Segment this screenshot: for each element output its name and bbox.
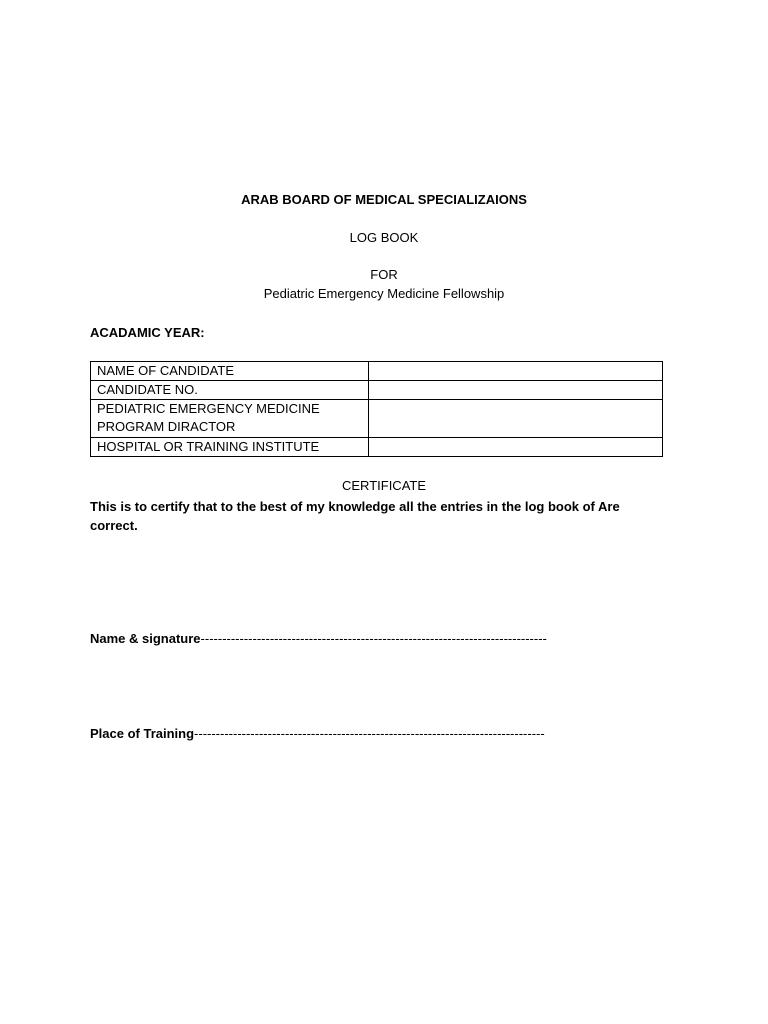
candidate-info-table (90, 361, 663, 457)
place-of-training-dashes: --------------------------------------------------------------------------------- (194, 726, 545, 741)
for-label: FOR (370, 267, 398, 282)
table-cell-label (91, 400, 369, 438)
program-name: Pediatric Emergency Medicine Fellowship (263, 286, 505, 301)
certificate-title: CERTIFICATE (341, 478, 427, 493)
table-cell-label: CANDIDATE NO. (91, 381, 369, 400)
organization-title: ARAB BOARD OF MEDICAL SPECIALIZAIONS (241, 192, 527, 207)
table-cell-label: NAME OF CANDIDATE (91, 362, 369, 381)
table-cell-value (369, 438, 663, 457)
table-cell-label-line: PROGRAM DIRACTOR (97, 419, 236, 434)
place-of-training-line (90, 724, 545, 743)
name-signature-line (90, 629, 547, 648)
place-of-training-label: Place of Training (90, 726, 195, 741)
table-row (91, 381, 663, 400)
table-cell-label-line: PEDIATRIC EMERGENCY MEDICINE (97, 401, 320, 416)
table-cell-label: HOSPITAL OR TRAINING INSTITUTE (91, 438, 369, 457)
name-signature-label: Name & signature (90, 631, 201, 646)
academic-year-label: ACADAMIC YEAR: (90, 325, 205, 340)
table-row (91, 438, 663, 457)
name-signature-dashes: -------------------------------------------------------------------------------- (200, 631, 547, 646)
table-cell-value (369, 381, 663, 400)
document-type: LOG BOOK (349, 230, 419, 245)
table-cell-value (369, 362, 663, 381)
table-row (91, 362, 663, 381)
table-row (91, 400, 663, 438)
table-cell-value (369, 400, 663, 438)
certificate-statement: This is to certify that to the best of my knowledge all the entries in the log book of Are correct. (90, 499, 620, 533)
